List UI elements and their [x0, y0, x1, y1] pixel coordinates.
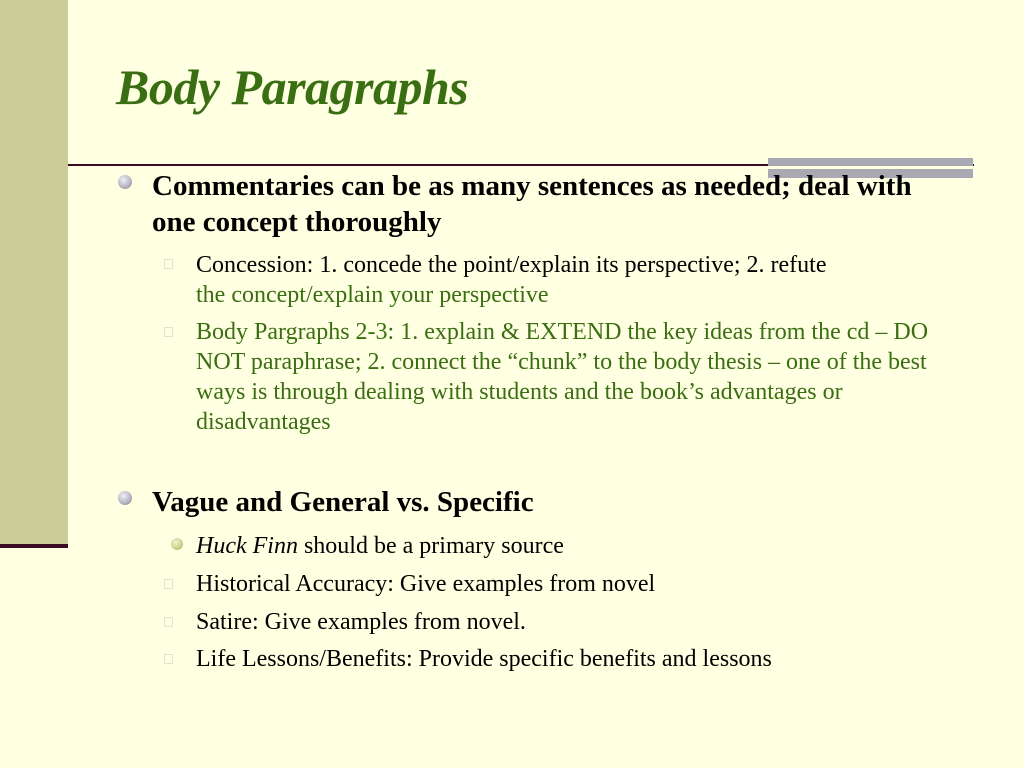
sub-bullet-box-icon — [164, 327, 173, 337]
bullet-dot-icon — [118, 491, 132, 505]
book-title: Huck Finn — [196, 533, 298, 559]
sub-bullet-2-4: Life Lessons/Benefits: Provide specific benefits and lessons — [196, 646, 772, 672]
sub-bullet-2-1 — [196, 531, 976, 561]
sub-bullet-1-1 — [196, 250, 976, 310]
sub-bullet-1-1-lead: Concession: 1. concede the point/explain its perspective; 2. refute — [196, 252, 827, 278]
sub-bullet-box-icon — [164, 654, 173, 664]
bullet-1-text: Commentaries can be as many sentences as needed; deal with one concept thoroughly — [152, 170, 912, 238]
sub-bullet-box-icon — [164, 259, 173, 269]
sub-bullet-dot-icon — [171, 538, 183, 550]
bullet-2-text: Vague and General vs. Specific — [152, 486, 534, 518]
sub-bullet-box-icon — [164, 617, 173, 627]
bullet-dot-icon — [118, 175, 132, 189]
sub-bullet-1-2: Body Pargraphs 2-3: 1. explain & EXTEND the key ideas from the cd – DO NOT paraphrase; 2. connect the “chunk” to the body thesis – one of the best ways is through dealing with students and the book’s advantages or disadvantages — [196, 319, 929, 435]
sub-bullet-2-3: Satire: Give examples from novel. — [196, 609, 526, 635]
slide-title: Body Paragraphs — [116, 59, 469, 115]
sub-bullet-box-icon — [164, 579, 173, 589]
sub-bullet-1-1-rest: the concept/explain your perspective — [196, 282, 549, 308]
sub-bullet-2-2: Historical Accuracy: Give examples from novel — [196, 571, 656, 597]
sub-bullet-2-1-rest: should be a primary source — [297, 533, 564, 559]
